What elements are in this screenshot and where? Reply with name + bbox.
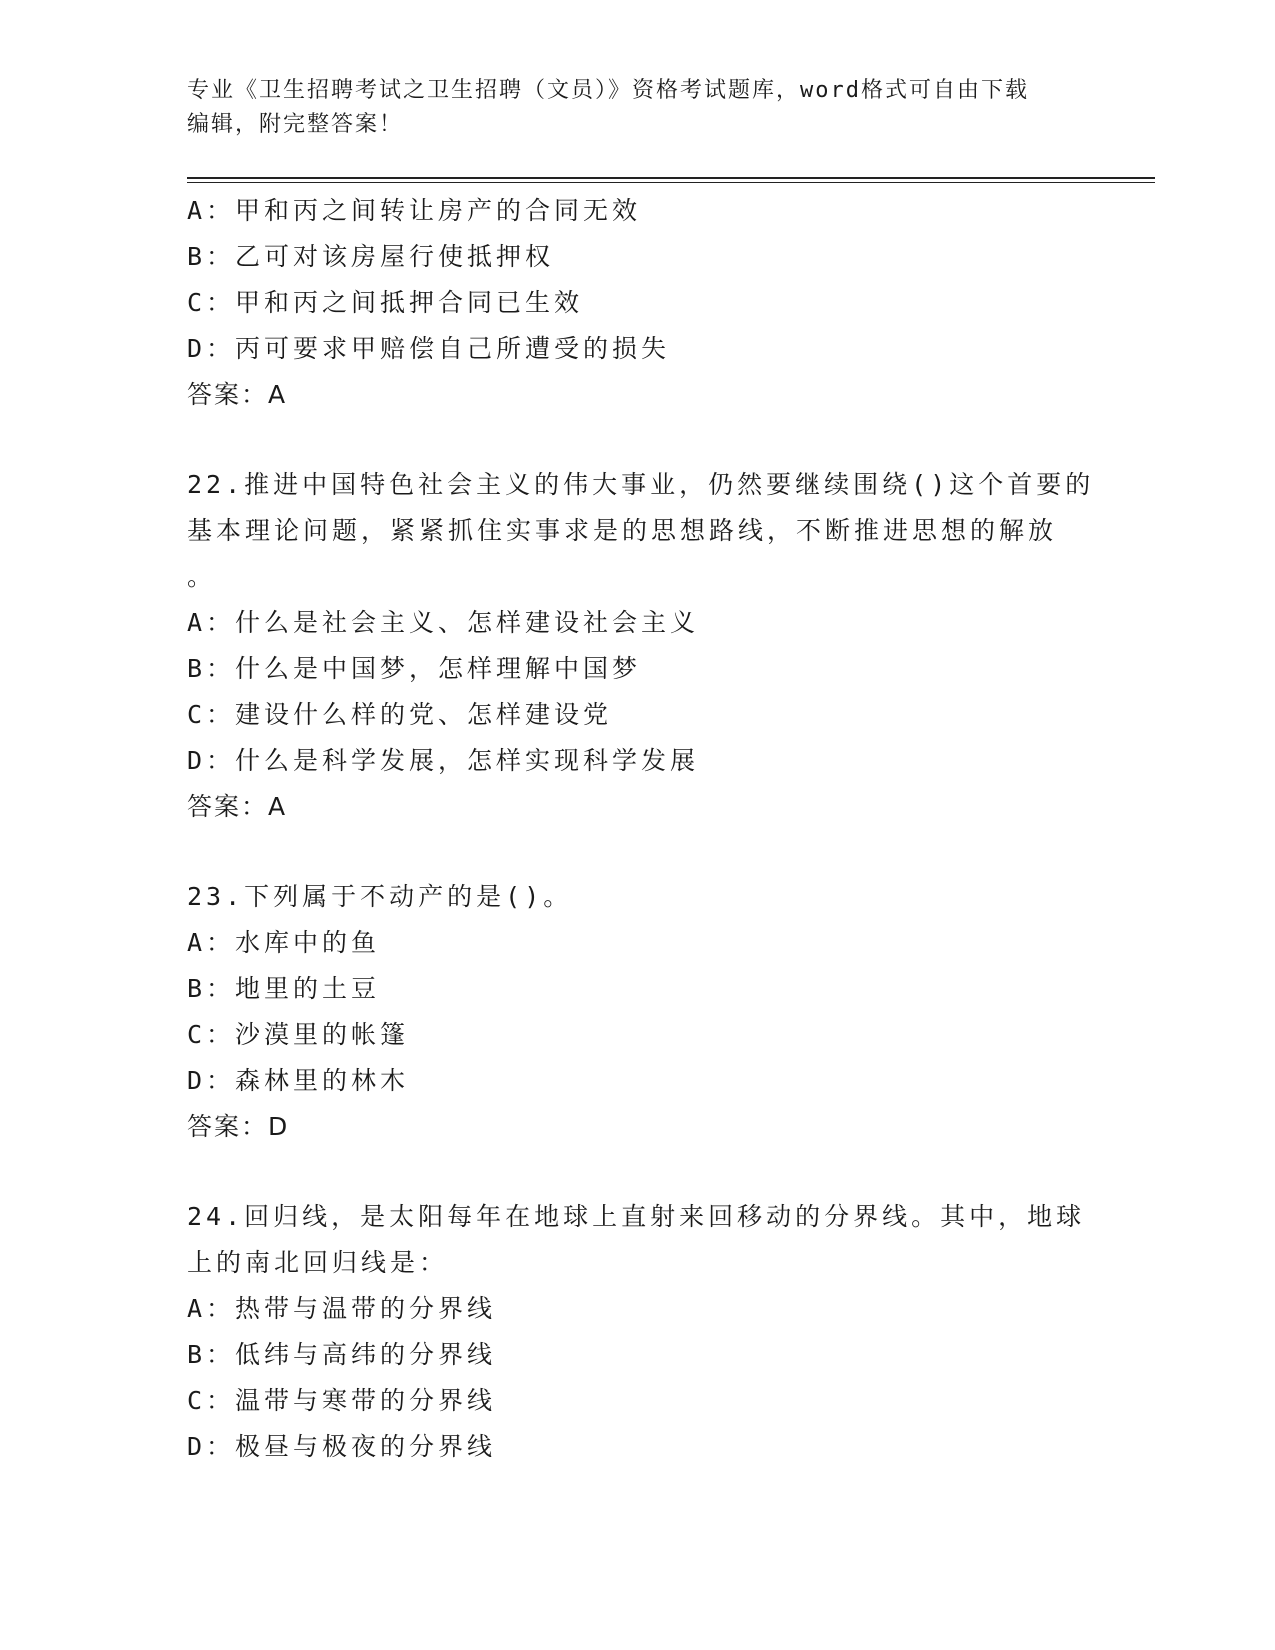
header-line-1: 专业《卫生招聘考试之卫生招聘（文员）》资格考试题库，word格式可自由下载 [187,78,1029,103]
option-d: D：森林里的林木 [187,1066,410,1095]
header-divider-thin [187,182,1155,183]
document-header [187,74,1067,142]
header-line-2: 编辑，附完整答案！ [187,112,404,137]
question-stem-cont: 上的南北回归线是： [187,1248,449,1277]
option-d: D：什么是科学发展，怎样实现科学发展 [187,746,700,775]
question-stem: 23.下列属于不动产的是()。 [187,882,573,911]
option-c: C：建设什么样的党、怎样建设党 [187,700,613,729]
answer-line: 答案：D [187,1112,290,1141]
option-c: C：温带与寒带的分界线 [187,1386,497,1415]
option-c: C：沙漠里的帐篷 [187,1020,410,1049]
header-divider-thick [187,177,1155,179]
option-b: B：什么是中国梦，怎样理解中国梦 [187,654,642,683]
question-24 [187,1194,1087,1470]
option-b: B：乙可对该房屋行使抵押权 [187,242,555,271]
question-23 [187,874,1087,1150]
option-b: B：地里的土豆 [187,974,381,1003]
option-a: A：甲和丙之间转让房产的合同无效 [187,196,642,225]
answer-line: 答案：A [187,380,288,409]
option-c: C：甲和丙之间抵押合同已生效 [187,288,584,317]
question-stem: 22.推进中国特色社会主义的伟大事业，仍然要继续围绕()这个首要的 [187,470,1095,499]
option-d: D：丙可要求甲赔偿自己所遭受的损失 [187,334,671,363]
option-a: A：什么是社会主义、怎样建设社会主义 [187,608,700,637]
option-a: A：热带与温带的分界线 [187,1294,497,1323]
question-stem-cont: 。 [187,562,217,591]
option-a: A：水库中的鱼 [187,928,381,957]
question-list [187,188,1095,1470]
question-21 [187,188,1087,418]
question-stem: 24.回归线，是太阳每年在地球上直射来回移动的分界线。其中，地球 [187,1202,1086,1231]
question-stem-cont: 基本理论问题，紧紧抓住实事求是的思想路线，不断推进思想的解放 [187,516,1058,545]
option-b: B：低纬与高纬的分界线 [187,1340,497,1369]
answer-line: 答案：A [187,792,288,821]
question-22 [187,462,1095,830]
option-d: D：极昼与极夜的分界线 [187,1432,497,1461]
